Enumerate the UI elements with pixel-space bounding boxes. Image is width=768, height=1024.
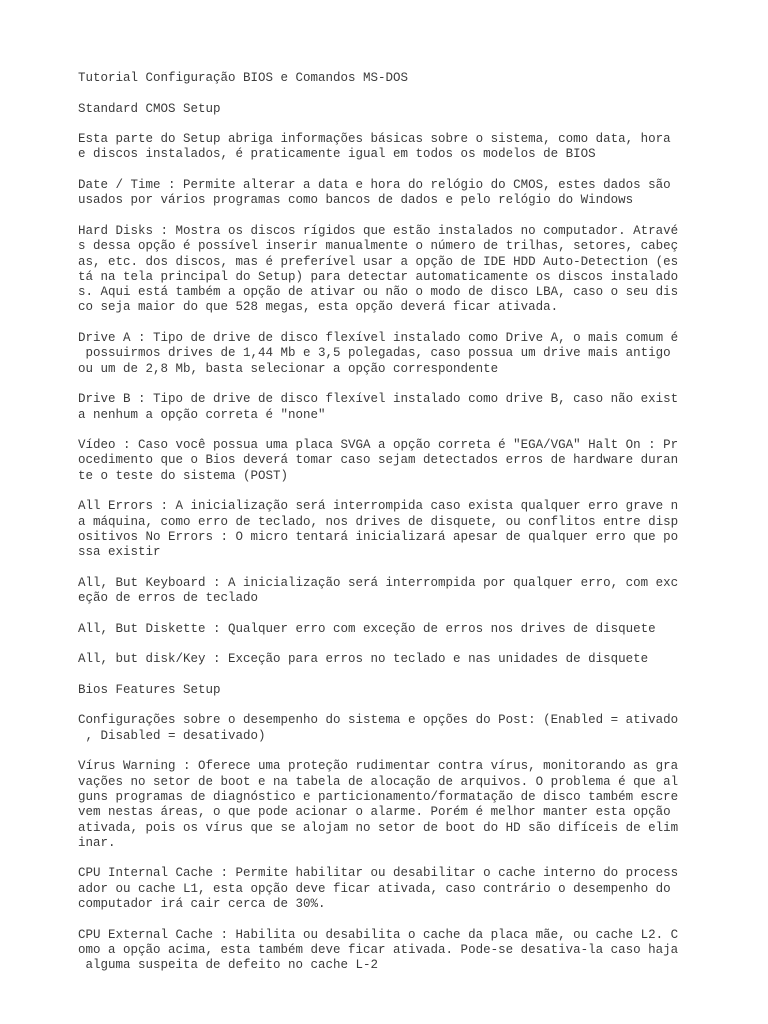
document-page	[78, 71, 768, 989]
paragraph-all-but-disk-key: All, but disk/Key : Exceção para erros no teclado e nas unidades de disquete	[78, 652, 649, 667]
section-heading-standard-cmos: Standard CMOS Setup	[78, 101, 221, 116]
document-title: Tutorial Configuração BIOS e Comandos MS-DOS	[78, 71, 409, 85]
paragraph-intro: Esta parte do Setup abriga informações básicas sobre o sistema, como data, hora e discos instalados, é praticamente igual em todos os modelos de BIOS	[78, 132, 671, 162]
paragraph-configuracoes: Configurações sobre o desempenho do sistema e opções do Post: (Enabled = ativado , Disabled = desativado)	[78, 713, 679, 743]
section-heading-bios-features: Bios Features Setup	[78, 682, 221, 697]
paragraph-all-but-diskette: All, But Diskette : Qualquer erro com exceção de erros nos drives de disquete	[78, 621, 656, 636]
paragraph-all-errors: All Errors : A inicialização será interrompida caso exista qualquer erro grave n a máquina, como erro de teclado, nos drives de disquete, ou conflitos entre disp ositivos No Errors : O micro tentará inicializará apesar de qualquer erro que po ssa existir	[78, 499, 679, 560]
paragraph-cpu-external-cache: CPU External Cache : Habilita ou desabilita o cache da placa mãe, ou cache L2. C omo a opção acima, esta também deve ficar ativada. Pode-se desativa-la caso haja alguma suspeita de defeito no cache L-2	[78, 927, 679, 973]
paragraph-hard-disks: Hard Disks : Mostra os discos rígidos que estão instalados no computador. Atravé s dessa opção é possível inserir manualmente o número de trilhas, setores, cabeç as, etc. dos discos, mas é preferível usar a opção de IDE HDD Auto-Detection (es tá na tela principal do Setup) para detectar automaticamente os discos instalado s. Aqui está também a opção de ativar ou não o modo de disco LBA, caso o seu dis co seja maior do que 528 megas, esta opção deverá ficar ativada.	[78, 223, 679, 315]
paragraph-video-halt-on: Vídeo : Caso você possua uma placa SVGA a opção correta é "EGA/VGA" Halt On : Pr ocedimento que o Bios deverá tomar caso sejam detectados erros de hardware duran te o teste do sistema (POST)	[78, 438, 679, 483]
paragraph-date-time: Date / Time : Permite alterar a data e hora do relógio do CMOS, estes dados são usados por vários programas como bancos de dados e pelo relógio do Windows	[78, 178, 671, 208]
paragraph-cpu-internal-cache: CPU Internal Cache : Permite habilitar ou desabilitar o cache interno do process ador ou cache L1, esta opção deve ficar ativada, caso contrário o desempenho do computador irá cair cerca de 30%.	[78, 866, 679, 912]
paragraph-all-but-keyboard: All, But Keyboard : A inicialização será interrompida por qualquer erro, com exc eção de erros de teclado	[78, 575, 679, 606]
paragraph-drive-b: Drive B : Tipo de drive de disco flexível instalado como drive B, caso não exist a nenhum a opção correta é "none"	[78, 392, 679, 422]
paragraph-virus-warning: Vírus Warning : Oferece uma proteção rudimentar contra vírus, monitorando as gra vações no setor de boot e na tabela de alocação de arquivos. O problema é que al guns programas de diagnóstico e particionamento/formatação de disco também escre vem nestas áreas, o que pode acionar o alarme. Porém é melhor manter esta opção ativada, pois os vírus que se alojam no setor de boot do HD são difíceis de elim inar.	[78, 759, 679, 850]
paragraph-drive-a: Drive A : Tipo de drive de disco flexível instalado como Drive A, o mais comum é possuirmos drives de 1,44 Mb e 3,5 polegadas, caso possua um drive mais antigo ou um de 2,8 Mb, basta selecionar a opção correspondente	[78, 331, 679, 376]
